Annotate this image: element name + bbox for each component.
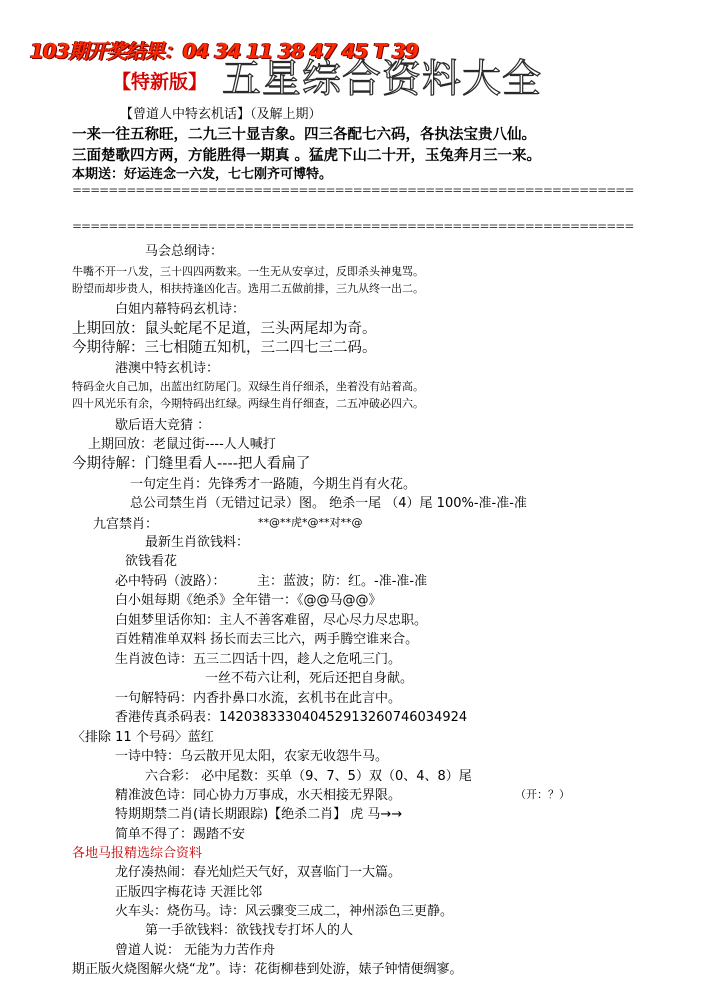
section-heading: 各地马报精选综合资料 xyxy=(72,846,203,861)
verse-line: （开：？） xyxy=(515,788,570,801)
verse-line: 今期待解：门缝里看人----把人看扁了 xyxy=(72,456,311,472)
verse-line: 九宫禁肖： xyxy=(93,517,159,532)
code-line: **@**虎*@**对**@ xyxy=(258,516,363,529)
section-heading: 歇后语大竞猜 ： xyxy=(115,418,211,433)
section-heading: 最新生肖欲钱料： xyxy=(145,535,250,550)
verse-line: 特码金火自己加，出蓝出红防尾门。双绿生肖仔细杀，坐着没有站着高。 xyxy=(72,380,424,393)
verse-line: 白姐梦里话你知：主人不善客难留，尽心尽力尽忠职。 xyxy=(115,613,428,628)
verse-line: 必中特码（波路）： xyxy=(115,574,226,589)
verse-line: 香港传真杀码表：14203833304045291326074603492​4 xyxy=(115,710,468,725)
verse-line: 火车头：烧伤马。诗：风云骤变三成二，神州添色三更静。 xyxy=(115,904,454,919)
verse-line: 曾道人说： 无能为力苦作舟 xyxy=(115,943,276,958)
verse-line: 精准波色诗：同心协力万事成，水天相接无界限。 xyxy=(115,788,402,803)
verse-line: 牛嘴不开一八发，三十四四两数来。一生无从安享过，反即杀头神鬼骂。 xyxy=(72,265,424,278)
verse-line: 一句定生肖：先锋秀才一路随，今期生肖有火花。 xyxy=(130,477,417,492)
verse-line: 总公司禁生肖（无错过记录）图。 绝杀一尾 （4）尾 100%-准-准-准 xyxy=(130,496,527,511)
verse-line: 百姓精准单双料 扬长而去三比六，两手腾空谁来合。 xyxy=(115,632,419,647)
verse-line: 白小姐每期《绝杀》全年错一：《@@马@@》 xyxy=(115,593,382,608)
verse-line: 期正版火烧图解火烧“龙”。诗：花街柳巷到处游，婊子钟情便绸寥。 xyxy=(72,962,463,977)
verse-line: 今期待解：三七相随五知机，三二四七三二码。 xyxy=(72,340,377,356)
verse-line: 龙仔凑热闹：春光灿烂天气好，双喜临门一大篇。 xyxy=(115,865,402,880)
verse-line: 上期回放：老鼠过街----人人喊打 xyxy=(88,437,276,452)
verse-line: 一句解特码：内香扑鼻口水流，玄机书在此言中。 xyxy=(115,691,402,706)
edition-label: 【特新版】 xyxy=(112,71,208,93)
verse-line: 一来一往五称旺，二九三十显吉象。四三各配七六码，各执法宝贵八仙。 xyxy=(72,127,536,143)
verse-line: 第一手欲钱料：欲钱找专打坏人的人 xyxy=(145,923,354,938)
page-title: 五星综合资料大全 xyxy=(222,57,543,102)
verse-line: 简单不得了：踢踏不安 xyxy=(115,827,246,842)
verse-line: 四十风光乐有余，今期特码出红绿。两绿生肖仔细查，二五冲破必四六。 xyxy=(72,397,424,410)
verse-line: 一丝不苟六让利，死后还把自身献。 xyxy=(205,671,414,686)
section-heading: 【曾道人中特玄机话】（及解上期） xyxy=(120,107,322,122)
section-heading: 马会总纲诗： xyxy=(145,244,224,259)
verse-line: 六合彩： 必中尾数：买单（9、7、5）双（0、4、8）尾 xyxy=(145,769,472,784)
section-heading: 白姐内幕特码玄机诗： xyxy=(115,302,246,317)
separator: ============================================================== xyxy=(72,183,634,197)
verse-line: 本期送：好运连念一六发，七七刚齐可博特。 xyxy=(72,167,333,182)
lottery-result: 103期开奖结果：04 34 11 38 47 45 T 39 xyxy=(30,39,418,63)
verse-line: 〈排除 11 个号码〉蓝红 xyxy=(72,730,214,745)
verse-line: 正版四字梅花诗 天涯比邻 xyxy=(115,885,263,900)
verse-line: 主：蓝波；防：红。-准-准-准 xyxy=(257,574,428,589)
verse-line: 上期回放：鼠头蛇尾不足道，三头两尾却为奇。 xyxy=(72,321,377,337)
verse-line: 特期期禁二肖(请长期跟踪)【绝杀二肖】 虎 马→→ xyxy=(115,807,403,822)
verse-line: 一诗中特：乌云散开见太阳，农家无收怨牛马。 xyxy=(115,749,389,764)
verse-line: 欲钱看花 xyxy=(125,554,178,569)
verse-line: 生肖波色诗：五三二四话十四，趁人之危吼三门。 xyxy=(115,652,402,667)
verse-line: 三面楚歌四方两，方能胜得一期真 。猛虎下山二十开，玉兔奔月三一来。 xyxy=(72,148,542,164)
verse-line: 盼望而却步贵人，相扶持逢凶化吉。选用二五做前排，三九从终一出二。 xyxy=(72,282,424,295)
separator: ============================================================== xyxy=(72,219,634,233)
section-heading: 港澳中特玄机诗： xyxy=(115,361,220,376)
